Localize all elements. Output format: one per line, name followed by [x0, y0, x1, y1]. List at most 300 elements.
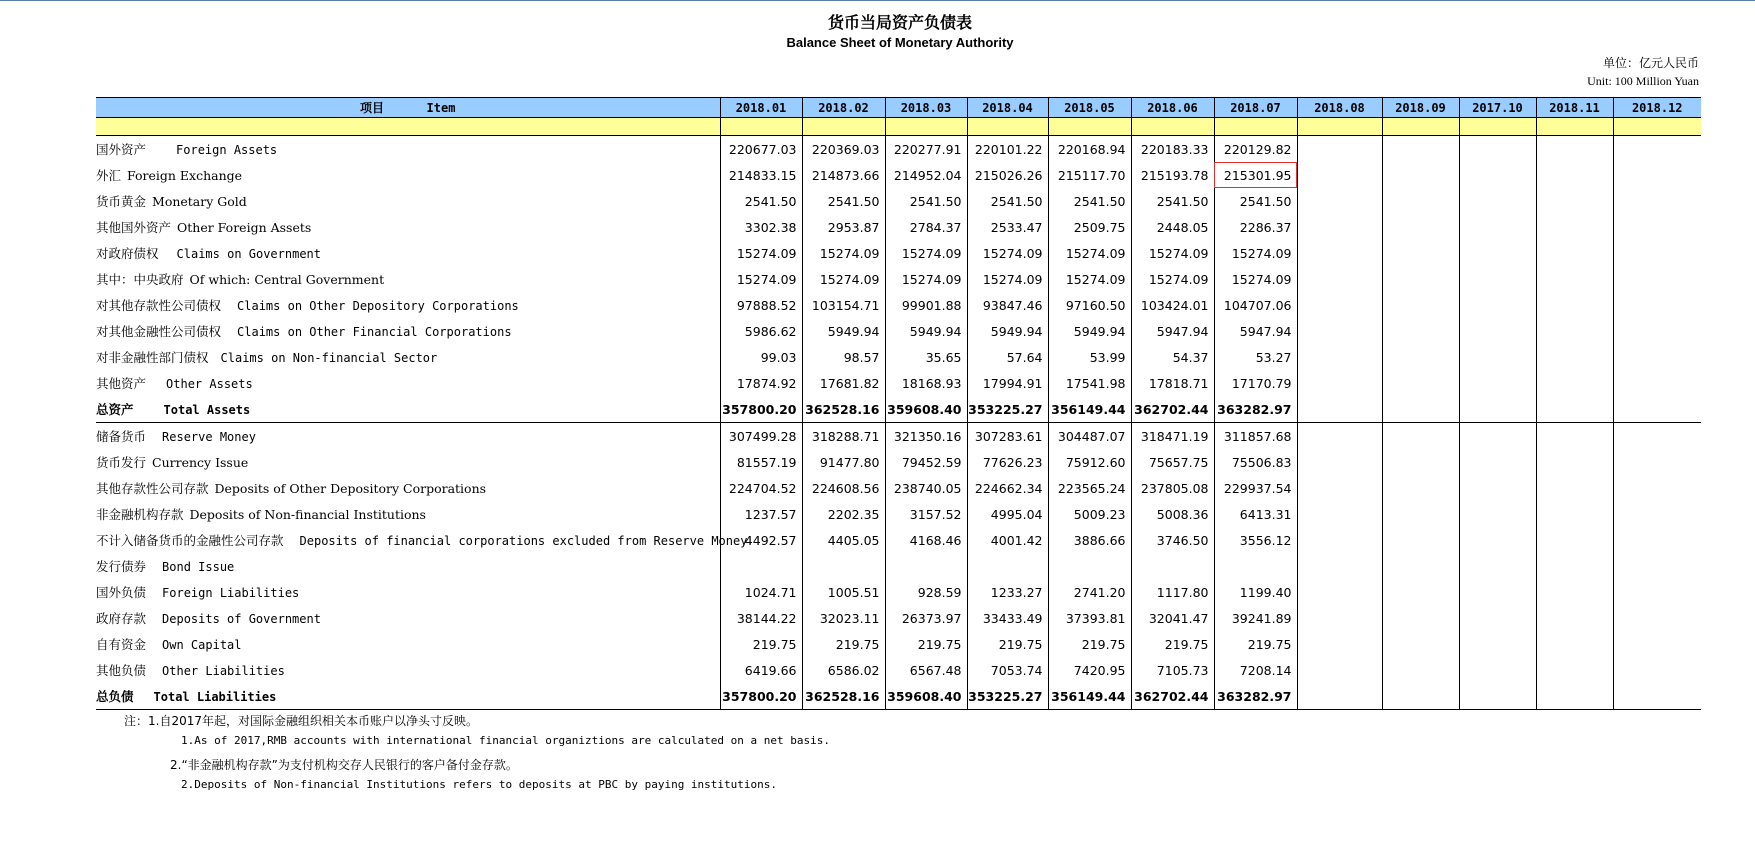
- header-period: 2018.01: [720, 98, 802, 118]
- empty-cell: [1613, 240, 1701, 266]
- table-row: [96, 188, 1701, 214]
- table-row: [96, 631, 1701, 657]
- empty-cell: [1297, 683, 1382, 710]
- row-label-cn: 外汇: [96, 168, 122, 183]
- value-cell: 17874.92: [720, 370, 802, 396]
- value-cell: 353225.27: [967, 396, 1048, 423]
- value-cell: 7208.14: [1214, 657, 1297, 683]
- row-label-en: Other Foreign Assets: [177, 220, 312, 235]
- value-cell: 2541.50: [1131, 188, 1214, 214]
- value-cell: 2541.50: [1048, 188, 1131, 214]
- empty-cell: [1297, 214, 1382, 240]
- empty-cell: [1613, 344, 1701, 370]
- value-cell: [720, 553, 802, 579]
- value-cell: 220168.94: [1048, 136, 1131, 163]
- empty-cell: [1459, 527, 1536, 553]
- value-cell: 224662.34: [967, 475, 1048, 501]
- empty-cell: [1382, 449, 1459, 475]
- value-cell: 5009.23: [1048, 501, 1131, 527]
- row-label-en: Total Liabilities: [153, 690, 277, 704]
- value-cell: 1199.40: [1214, 579, 1297, 605]
- header-row: [96, 98, 1701, 118]
- header-period: 2018.06: [1131, 98, 1214, 118]
- value-cell: 1117.80: [1131, 579, 1214, 605]
- empty-cell: [1459, 423, 1536, 450]
- row-label-cn: 总负债: [96, 689, 134, 704]
- empty-cell: [1382, 318, 1459, 344]
- row-label: [96, 344, 720, 370]
- empty-cell: [1297, 188, 1382, 214]
- value-cell: 39241.89: [1214, 605, 1297, 631]
- table-row: [96, 266, 1701, 292]
- value-cell: 224608.56: [802, 475, 885, 501]
- value-cell: 229937.54: [1214, 475, 1297, 501]
- empty-cell: [1613, 475, 1701, 501]
- table-row: [96, 527, 1701, 553]
- value-cell: 224704.52: [720, 475, 802, 501]
- row-label: [96, 501, 720, 527]
- empty-cell: [1382, 501, 1459, 527]
- table-row: [96, 136, 1701, 163]
- empty-cell: [1536, 423, 1613, 450]
- row-label: [96, 136, 720, 163]
- empty-cell: [1613, 370, 1701, 396]
- value-cell: 2541.50: [967, 188, 1048, 214]
- empty-cell: [1459, 449, 1536, 475]
- row-label: [96, 214, 720, 240]
- table-row: [96, 423, 1701, 450]
- unit-label-cn: 单位：亿元人民币: [1602, 56, 1699, 70]
- value-cell: 15274.09: [1131, 240, 1214, 266]
- value-cell: [1131, 553, 1214, 579]
- value-cell: 77626.23: [967, 449, 1048, 475]
- empty-cell: [1536, 475, 1613, 501]
- empty-cell: [1536, 683, 1613, 710]
- empty-cell: [1382, 579, 1459, 605]
- value-cell: 215301.95: [1214, 162, 1297, 188]
- empty-cell: [1459, 318, 1536, 344]
- row-label: [96, 579, 720, 605]
- value-cell: 357800.20: [720, 683, 802, 710]
- empty-cell: [1613, 527, 1701, 553]
- note-1-cn: 注：1.自2017年起，对国际金融组织相关本币账户以净头寸反映。: [124, 714, 478, 728]
- table-row: [96, 605, 1701, 631]
- value-cell: 17170.79: [1214, 370, 1297, 396]
- empty-cell: [1459, 396, 1536, 423]
- empty-cell: [1382, 266, 1459, 292]
- empty-cell: [1382, 344, 1459, 370]
- row-label-en: Deposits of Other Depository Corporations: [214, 481, 487, 496]
- value-cell: 15274.09: [1048, 240, 1131, 266]
- row-label-en: Own Capital: [162, 638, 242, 652]
- empty-cell: [1297, 553, 1382, 579]
- empty-cell: [1382, 631, 1459, 657]
- value-cell: 220369.03: [802, 136, 885, 163]
- row-label: [96, 370, 720, 396]
- empty-cell: [1382, 292, 1459, 318]
- value-cell: 220677.03: [720, 136, 802, 163]
- empty-cell: [1459, 136, 1536, 163]
- value-cell: 2541.50: [1214, 188, 1297, 214]
- row-label: [96, 396, 720, 423]
- value-cell: 17541.98: [1048, 370, 1131, 396]
- value-cell: 4168.46: [885, 527, 967, 553]
- value-cell: 363282.97: [1214, 396, 1297, 423]
- empty-cell: [1297, 136, 1382, 163]
- row-label-en: Deposits of Non-financial Institutions: [189, 507, 426, 522]
- page-title-cn: 货币当局资产负债表: [827, 13, 972, 32]
- value-cell: 214952.04: [885, 162, 967, 188]
- row-label-en: Of which: Central Government: [189, 272, 385, 287]
- value-cell: 53.27: [1214, 344, 1297, 370]
- value-cell: 215026.26: [967, 162, 1048, 188]
- row-label-en: Total Assets: [163, 403, 251, 417]
- empty-cell: [1382, 475, 1459, 501]
- empty-cell: [1382, 423, 1459, 450]
- value-cell: 219.75: [1048, 631, 1131, 657]
- value-cell: 214873.66: [802, 162, 885, 188]
- note-2-cn: 2.“非金融机构存款”为支付机构交存人民银行的客户备付金存款。: [170, 758, 518, 772]
- empty-cell: [1459, 370, 1536, 396]
- value-cell: 54.37: [1131, 344, 1214, 370]
- empty-cell: [1613, 657, 1701, 683]
- value-cell: 98.57: [802, 344, 885, 370]
- value-cell: 5949.94: [967, 318, 1048, 344]
- header-period: 2018.09: [1382, 98, 1459, 118]
- row-label-cn: 国外负债: [96, 585, 147, 600]
- empty-cell: [1613, 136, 1701, 163]
- value-cell: 5949.94: [802, 318, 885, 344]
- row-label-en: Claims on Other Financial Corporations: [237, 325, 512, 339]
- empty-cell: [1297, 631, 1382, 657]
- row-label-cn: 对其他金融性公司债权: [96, 324, 222, 339]
- value-cell: 3302.38: [720, 214, 802, 240]
- value-cell: 3746.50: [1131, 527, 1214, 553]
- value-cell: 362528.16: [802, 396, 885, 423]
- empty-cell: [1536, 605, 1613, 631]
- value-cell: 220183.33: [1131, 136, 1214, 163]
- empty-cell: [1459, 475, 1536, 501]
- row-label-cn: 总资产: [96, 402, 134, 417]
- empty-cell: [1297, 162, 1382, 188]
- empty-cell: [1459, 266, 1536, 292]
- note-1-en: 1.As of 2017,RMB accounts with international financial organiztions are calculated on a net basis.: [181, 734, 831, 747]
- table-row: [96, 475, 1701, 501]
- row-label: [96, 240, 720, 266]
- value-cell: [802, 553, 885, 579]
- value-cell: 304487.07: [1048, 423, 1131, 450]
- empty-cell: [1382, 370, 1459, 396]
- value-cell: 15274.09: [1214, 266, 1297, 292]
- table-row: [96, 501, 1701, 527]
- empty-cell: [1536, 501, 1613, 527]
- value-cell: 215193.78: [1131, 162, 1214, 188]
- empty-cell: [1459, 292, 1536, 318]
- row-label-en: Deposits of financial corporations excluded from Reserve Money: [299, 534, 748, 548]
- value-cell: 5986.62: [720, 318, 802, 344]
- value-cell: 6586.02: [802, 657, 885, 683]
- empty-cell: [1297, 605, 1382, 631]
- value-cell: 7420.95: [1048, 657, 1131, 683]
- row-label-en: Foreign Assets: [176, 143, 278, 157]
- balance-sheet-table: [96, 97, 1701, 710]
- value-cell: 3157.52: [885, 501, 967, 527]
- empty-cell: [1297, 501, 1382, 527]
- header-period: 2018.11: [1536, 98, 1613, 118]
- value-cell: 2953.87: [802, 214, 885, 240]
- value-cell: 7105.73: [1131, 657, 1214, 683]
- value-cell: 4492.57: [720, 527, 802, 553]
- value-cell: 362702.44: [1131, 396, 1214, 423]
- value-cell: 7053.74: [967, 657, 1048, 683]
- empty-cell: [1536, 188, 1613, 214]
- value-cell: 15274.09: [1131, 266, 1214, 292]
- empty-cell: [1297, 292, 1382, 318]
- page-title-en: Balance Sheet of Monetary Authority: [786, 35, 1014, 50]
- empty-cell: [1382, 683, 1459, 710]
- row-label-en: Currency Issue: [152, 455, 249, 470]
- value-cell: 1024.71: [720, 579, 802, 605]
- value-cell: 2286.37: [1214, 214, 1297, 240]
- value-cell: 15274.09: [1048, 266, 1131, 292]
- empty-cell: [1382, 136, 1459, 163]
- header-period: 2017.10: [1459, 98, 1536, 118]
- value-cell: 79452.59: [885, 449, 967, 475]
- header-item: [96, 98, 720, 118]
- value-cell: 307499.28: [720, 423, 802, 450]
- value-cell: 1005.51: [802, 579, 885, 605]
- row-label-en: Claims on Government: [176, 247, 322, 261]
- table-row: [96, 370, 1701, 396]
- value-cell: 99.03: [720, 344, 802, 370]
- empty-cell: [1536, 136, 1613, 163]
- empty-cell: [1382, 214, 1459, 240]
- empty-cell: [1382, 527, 1459, 553]
- empty-cell: [1536, 657, 1613, 683]
- row-label-cn: 非金融机构存款: [96, 507, 184, 522]
- value-cell: 2533.47: [967, 214, 1048, 240]
- value-cell: 4001.42: [967, 527, 1048, 553]
- value-cell: 26373.97: [885, 605, 967, 631]
- empty-cell: [1536, 579, 1613, 605]
- value-cell: 15274.09: [967, 266, 1048, 292]
- row-label-en: Other Liabilities: [162, 664, 285, 678]
- empty-cell: [1536, 370, 1613, 396]
- value-cell: 17681.82: [802, 370, 885, 396]
- value-cell: 359608.40: [885, 396, 967, 423]
- row-label-cn: 国外资产: [96, 142, 147, 157]
- empty-cell: [1459, 553, 1536, 579]
- empty-cell: [1382, 396, 1459, 423]
- value-cell: 311857.68: [1214, 423, 1297, 450]
- empty-cell: [1459, 683, 1536, 710]
- row-label-cn: 其他国外资产: [96, 220, 172, 235]
- empty-cell: [1536, 240, 1613, 266]
- empty-cell: [1382, 240, 1459, 266]
- value-cell: 318288.71: [802, 423, 885, 450]
- value-cell: 223565.24: [1048, 475, 1131, 501]
- value-cell: 237805.08: [1131, 475, 1214, 501]
- empty-cell: [1613, 605, 1701, 631]
- value-cell: 215117.70: [1048, 162, 1131, 188]
- header-item-cn: 项目: [360, 101, 385, 115]
- empty-cell: [1382, 605, 1459, 631]
- value-cell: 220129.82: [1214, 136, 1297, 163]
- empty-cell: [1459, 240, 1536, 266]
- value-cell: 57.64: [967, 344, 1048, 370]
- empty-cell: [1613, 214, 1701, 240]
- empty-cell: [1536, 318, 1613, 344]
- empty-cell: [1613, 266, 1701, 292]
- row-label-cn: 其中：中央政府: [96, 272, 184, 287]
- empty-cell: [1613, 396, 1701, 423]
- empty-cell: [1297, 344, 1382, 370]
- empty-cell: [1382, 553, 1459, 579]
- empty-cell: [1297, 449, 1382, 475]
- empty-cell: [1613, 292, 1701, 318]
- header-item-en: Item: [426, 101, 456, 115]
- empty-cell: [1536, 553, 1613, 579]
- value-cell: 6567.48: [885, 657, 967, 683]
- empty-cell: [1536, 344, 1613, 370]
- top-border: [0, 0, 1755, 1]
- table-row: [96, 579, 1701, 605]
- value-cell: 5947.94: [1214, 318, 1297, 344]
- total-row: [96, 683, 1701, 710]
- empty-cell: [1613, 579, 1701, 605]
- row-label-cn: 其他负债: [96, 663, 147, 678]
- row-label: [96, 292, 720, 318]
- empty-cell: [1613, 318, 1701, 344]
- header-period: 2018.12: [1613, 98, 1701, 118]
- unit-label-en: Unit: 100 Million Yuan: [1587, 74, 1699, 88]
- value-cell: [967, 553, 1048, 579]
- empty-cell: [1536, 266, 1613, 292]
- table-row: [96, 657, 1701, 683]
- row-label-en: Foreign Exchange: [127, 168, 243, 183]
- value-cell: 220101.22: [967, 136, 1048, 163]
- note-2-en: 2.Deposits of Non-financial Institutions refers to deposits at PBC by paying institutions.: [181, 778, 778, 791]
- empty-cell: [1459, 344, 1536, 370]
- row-label: [96, 475, 720, 501]
- value-cell: [1214, 553, 1297, 579]
- value-cell: 75657.75: [1131, 449, 1214, 475]
- value-cell: 2741.20: [1048, 579, 1131, 605]
- empty-cell: [1536, 162, 1613, 188]
- value-cell: 15274.09: [720, 266, 802, 292]
- value-cell: 81557.19: [720, 449, 802, 475]
- empty-cell: [1297, 475, 1382, 501]
- empty-cell: [1613, 449, 1701, 475]
- empty-cell: [1536, 396, 1613, 423]
- empty-cell: [1297, 527, 1382, 553]
- value-cell: 307283.61: [967, 423, 1048, 450]
- row-label-en: Monetary Gold: [152, 194, 247, 209]
- value-cell: 4405.05: [802, 527, 885, 553]
- value-cell: 928.59: [885, 579, 967, 605]
- value-cell: 362528.16: [802, 683, 885, 710]
- row-label-cn: 货币发行: [96, 455, 147, 470]
- value-cell: 321350.16: [885, 423, 967, 450]
- row-label-cn: 货币黄金: [96, 194, 147, 209]
- table-row: [96, 449, 1701, 475]
- value-cell: 3886.66: [1048, 527, 1131, 553]
- value-cell: 35.65: [885, 344, 967, 370]
- value-cell: 99901.88: [885, 292, 967, 318]
- row-label: [96, 657, 720, 683]
- empty-cell: [1297, 318, 1382, 344]
- empty-cell: [1613, 423, 1701, 450]
- value-cell: 4995.04: [967, 501, 1048, 527]
- row-label: [96, 449, 720, 475]
- value-cell: 75912.60: [1048, 449, 1131, 475]
- row-label-cn: 对非金融性部门债权: [96, 350, 209, 365]
- empty-cell: [1459, 631, 1536, 657]
- row-label: [96, 527, 748, 553]
- value-cell: 2541.50: [885, 188, 967, 214]
- empty-cell: [1613, 162, 1701, 188]
- header-period: 2018.08: [1297, 98, 1382, 118]
- row-label-cn: 自有资金: [96, 637, 147, 652]
- value-cell: 53.99: [1048, 344, 1131, 370]
- row-label: [96, 553, 720, 579]
- empty-cell: [1297, 240, 1382, 266]
- empty-cell: [1536, 449, 1613, 475]
- row-label: [96, 318, 720, 344]
- row-label-cn: 储备货币: [96, 429, 147, 444]
- table-row: [96, 292, 1701, 318]
- value-cell: 75506.83: [1214, 449, 1297, 475]
- value-cell: 356149.44: [1048, 683, 1131, 710]
- empty-cell: [1297, 657, 1382, 683]
- row-label-en: Reserve Money: [162, 430, 256, 444]
- value-cell: 359608.40: [885, 683, 967, 710]
- value-cell: 356149.44: [1048, 396, 1131, 423]
- value-cell: 18168.93: [885, 370, 967, 396]
- value-cell: 219.75: [1214, 631, 1297, 657]
- value-cell: 15274.09: [802, 240, 885, 266]
- value-cell: 5949.94: [885, 318, 967, 344]
- total-row: [96, 396, 1701, 423]
- row-label: [96, 188, 720, 214]
- value-cell: 6413.31: [1214, 501, 1297, 527]
- header-spacer-row: [96, 118, 1701, 136]
- row-label: [96, 162, 720, 188]
- value-cell: 3556.12: [1214, 527, 1297, 553]
- row-label-en: Other Assets: [166, 377, 253, 391]
- table-row: [96, 318, 1701, 344]
- empty-cell: [1382, 162, 1459, 188]
- header-period: 2018.02: [802, 98, 885, 118]
- value-cell: 37393.81: [1048, 605, 1131, 631]
- value-cell: 353225.27: [967, 683, 1048, 710]
- value-cell: 219.75: [1131, 631, 1214, 657]
- empty-cell: [1613, 553, 1701, 579]
- value-cell: 5949.94: [1048, 318, 1131, 344]
- empty-cell: [1459, 214, 1536, 240]
- row-label-en: Claims on Other Depository Corporations: [237, 299, 519, 313]
- value-cell: 15274.09: [720, 240, 802, 266]
- value-cell: 17994.91: [967, 370, 1048, 396]
- row-label-cn: 其他资产: [96, 376, 147, 391]
- empty-cell: [1297, 266, 1382, 292]
- empty-cell: [1613, 683, 1701, 710]
- row-label-en: Claims on Non-financial Sector: [220, 351, 438, 365]
- value-cell: 33433.49: [967, 605, 1048, 631]
- value-cell: [885, 553, 967, 579]
- value-cell: 104707.06: [1214, 292, 1297, 318]
- header-period: 2018.04: [967, 98, 1048, 118]
